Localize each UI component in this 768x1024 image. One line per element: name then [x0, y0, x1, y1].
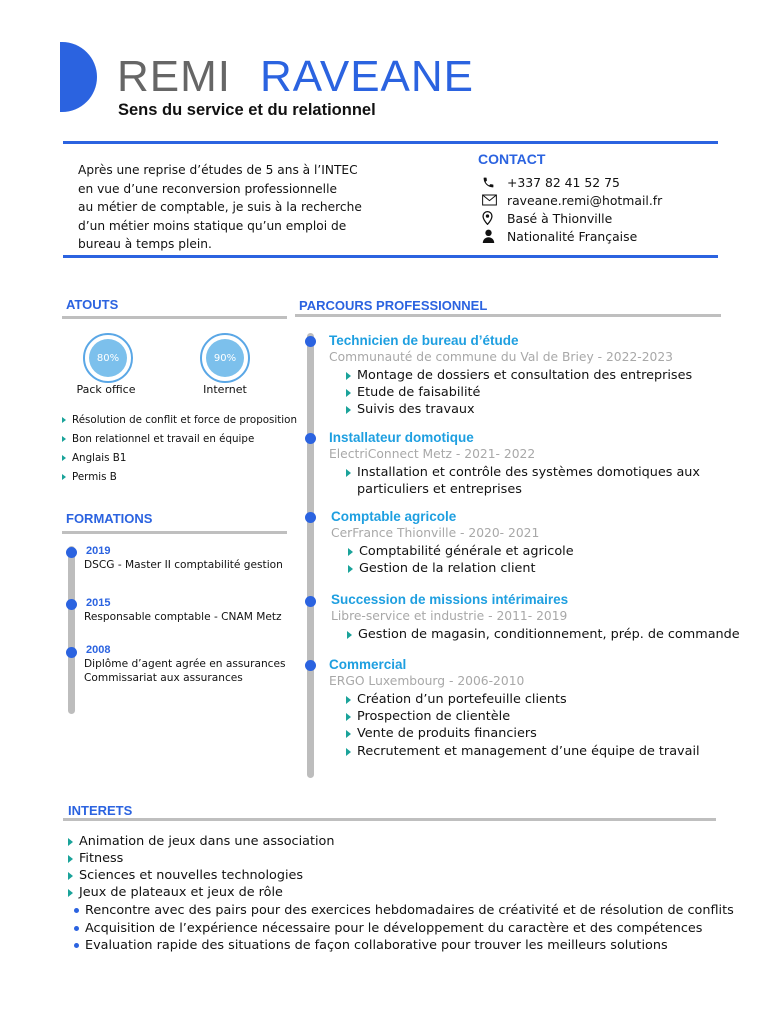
skill-ring-internet [200, 333, 250, 383]
skill-label: Pack office [76, 383, 136, 396]
person-icon [482, 229, 507, 243]
arrow-right-icon [348, 565, 353, 573]
arrow-right-icon [62, 436, 66, 442]
contact-location-text: Basé à Thionville [507, 210, 613, 226]
arrow-right-icon [346, 469, 351, 477]
arrow-right-icon [348, 548, 353, 556]
contact-email-text: raveane.remi@hotmail.fr [507, 192, 663, 208]
job-subtitle: Communauté de commune du Val de Briey - 2022-2023 [329, 350, 674, 364]
arrow-right-icon [346, 696, 351, 704]
atout-item: Permis B [62, 471, 117, 483]
location-icon [482, 211, 507, 225]
intro-line: en vue d’une reconversion professionnelle [78, 181, 337, 196]
atouts-title: ATOUTS [66, 297, 119, 312]
bullet-dot-icon [74, 943, 79, 948]
skill-percent: 80% [89, 339, 127, 377]
timeline-dot [305, 660, 316, 671]
arrow-right-icon [346, 713, 351, 721]
arrow-right-icon [68, 889, 73, 897]
arrow-right-icon [346, 389, 351, 397]
parcours-timeline-bar [307, 333, 314, 778]
timeline-dot [66, 547, 77, 558]
job-item: Montage de dossiers et consultation des entreprises [346, 367, 692, 384]
job-title: Installateur domotique [329, 430, 474, 445]
atout-item: Résolution de conflit et force de proposition [62, 414, 297, 426]
phone-icon [482, 176, 507, 189]
parcours-title: PARCOURS PROFESSIONNEL [299, 298, 488, 313]
formation-year: 2019 [86, 545, 111, 557]
arrow-right-icon [68, 838, 73, 846]
arrow-right-icon [68, 855, 73, 863]
job-title: Commercial [329, 657, 407, 672]
arrow-right-icon [62, 474, 66, 480]
formations-timeline-bar [68, 546, 75, 714]
interet-bullet-item: Rencontre avec des pairs pour des exercices hebdomadaires de créativité et de résolution de conflits [66, 903, 734, 918]
parcours-divider [295, 314, 721, 317]
job-subtitle: ElectriConnect Metz - 2021- 2022 [329, 447, 536, 461]
job-title: Technicien de bureau d’étude [329, 333, 519, 348]
last-name: RAVEANE [260, 52, 475, 101]
intro-text [78, 161, 408, 254]
timeline-dot [305, 336, 316, 347]
arrow-right-icon [62, 455, 66, 461]
contact-phone[interactable] [482, 173, 620, 191]
job-subtitle: Libre-service et industrie - 2011- 2019 [331, 609, 568, 623]
job-item: Installation et contrôle des systèmes domotiques aux particuliers et entreprises [346, 464, 701, 499]
job-item: Recrutement et management d’une équipe de travail [346, 743, 700, 760]
job-item: Vente de produits financiers [346, 725, 537, 742]
formation-line: Responsable comptable - CNAM Metz [84, 611, 282, 623]
atouts-divider [62, 316, 287, 319]
timeline-dot [305, 596, 316, 607]
interet-bullet-item: Acquisition de l’expérience nécessaire pour le développement du caractère et des compétences [66, 921, 702, 936]
arrow-right-icon [68, 872, 73, 880]
job-title: Succession de missions intérimaires [331, 592, 569, 607]
timeline-dot [305, 433, 316, 444]
skill-label: Internet [203, 383, 247, 396]
job-item: Comptabilité générale et agricole [348, 543, 574, 560]
interet-bullet-item: Evaluation rapide des situations de façon collaborative pour trouver les meilleurs solutions [66, 938, 668, 953]
arrow-right-icon [346, 406, 351, 414]
atout-item: Anglais B1 [62, 452, 126, 464]
interet-item: Animation de jeux dans une association [68, 834, 334, 849]
formation-line: Commissariat aux assurances [84, 672, 243, 684]
arrow-right-icon [62, 417, 66, 423]
mail-icon [482, 194, 507, 206]
contact-phone-text: +337 82 41 52 75 [507, 174, 620, 190]
timeline-dot [305, 512, 316, 523]
first-name: REMI [117, 52, 231, 101]
formation-line: DSCG - Master II comptabilité gestion [84, 559, 283, 571]
timeline-dot [66, 599, 77, 610]
header-divider-top [63, 141, 718, 144]
formations-divider [62, 531, 287, 534]
job-item: Etude de faisabilité [346, 384, 480, 401]
headline: Sens du service et du relationnel [118, 101, 376, 119]
arrow-right-icon [346, 748, 351, 756]
job-subtitle: ERGO Luxembourg - 2006-2010 [329, 674, 525, 688]
job-item: Suivis des travaux [346, 401, 475, 418]
skill-ring-pack-office [83, 333, 133, 383]
contact-location [482, 209, 612, 227]
intro-line: bureau à temps plein. [78, 237, 212, 251]
contact-nationality [482, 227, 637, 245]
bullet-dot-icon [74, 926, 79, 931]
bullet-dot-icon [74, 908, 79, 913]
formation-line: Diplôme d’agent agrée en assurances [84, 658, 286, 670]
arrow-right-icon [346, 372, 351, 380]
formations-title: FORMATIONS [66, 511, 153, 526]
intro-line: au métier de comptable, je suis à la recherche [78, 200, 362, 214]
arrow-right-icon [346, 730, 351, 738]
interet-item: Fitness [68, 851, 123, 866]
intro-line: Après une reprise d’études de 5 ans à l’INTEC [78, 163, 358, 177]
formation-year: 2008 [86, 644, 111, 656]
contact-title: CONTACT [478, 151, 546, 167]
header-divider-bottom [63, 255, 718, 258]
contact-nationality-text: Nationalité Française [507, 228, 638, 244]
job-item: Prospection de clientèle [346, 708, 510, 725]
job-title: Comptable agricole [331, 509, 457, 524]
job-subtitle: CerFrance Thionville - 2020- 2021 [331, 526, 540, 540]
job-item: Création d’un portefeuille clients [346, 691, 567, 708]
job-item: Gestion de la relation client [348, 560, 536, 577]
interets-title: INTERETS [68, 803, 133, 818]
job-item: Gestion de magasin, conditionnement, prép. de commande [347, 626, 740, 643]
interets-divider [63, 818, 716, 821]
interet-item: Jeux de plateaux et jeux de rôle [68, 885, 283, 900]
atout-item: Bon relationnel et travail en équipe [62, 433, 254, 445]
arrow-right-icon [347, 631, 352, 639]
contact-email[interactable] [482, 191, 662, 209]
timeline-dot [66, 647, 77, 658]
header-half-circle-decoration [60, 42, 97, 112]
interet-item: Sciences et nouvelles technologies [68, 868, 303, 883]
intro-line: d’un métier moins statique qu’un emploi de [78, 218, 347, 233]
formation-year: 2015 [86, 597, 111, 609]
skill-percent: 90% [206, 339, 244, 377]
